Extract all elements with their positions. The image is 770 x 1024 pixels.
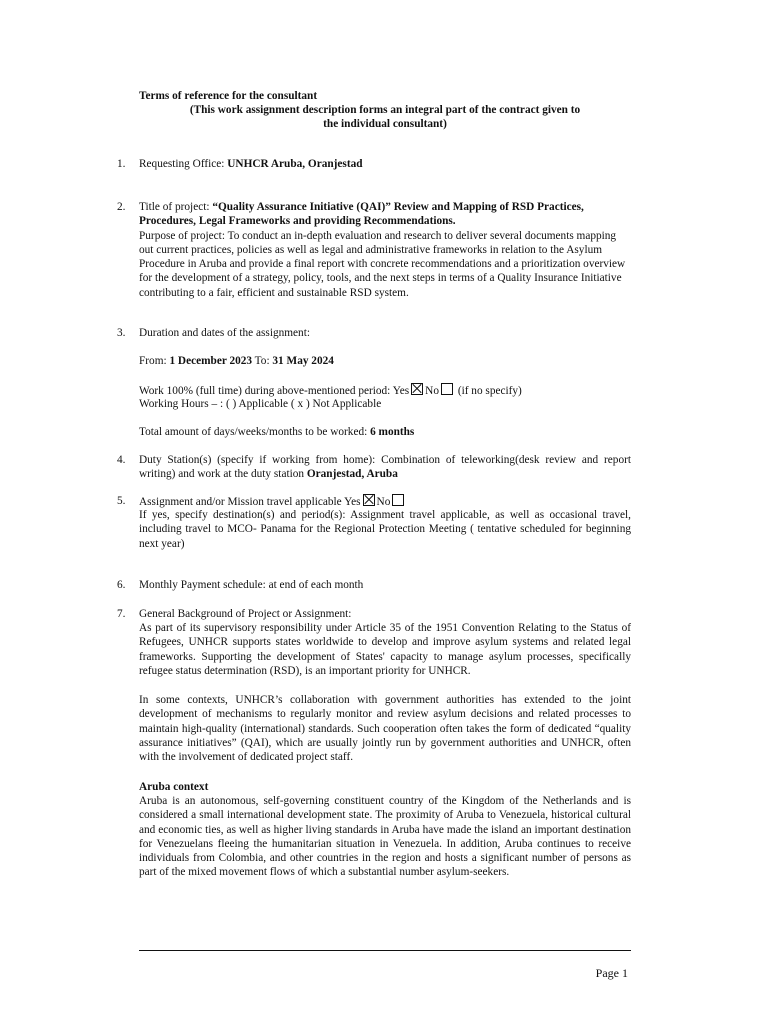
project-title-value: “Quality Assurance Initiative (QAI)” Review and Mapping of RSD Practices, Procedures, Legal Frameworks and providing Recommendations. — [139, 201, 584, 228]
total-duration-label: Total amount of days/weeks/months to be worked: — [139, 426, 371, 438]
item-5-number: 5. — [117, 495, 126, 507]
project-purpose: Purpose of project: To conduct an in-depth evaluation and research to deliver several documents mapping out current practices, policies as well as legal and administrative frameworks in relation to the Asylum Procedure in Aruba and provide a final report with concrete recommendations and a prioritization overview for the development of a strategy, policy, tools, and the next steps in terms of a Quality Insurance Initiative contributing to a fair, efficient and sustainable RSD system. — [139, 229, 626, 299]
requesting-office-value: UNHCR Aruba, Oranjestad — [227, 158, 363, 170]
work-time-line — [139, 383, 631, 398]
duty-station-value: Oranjestad, Aruba — [306, 468, 398, 481]
travel-text: Assignment and/or Mission travel applicable Yes — [139, 496, 361, 508]
item-3-duration-label: Duration and dates of the assignment: — [139, 327, 310, 339]
item-6-number: 6. — [117, 579, 126, 591]
work-time-text: Work 100% (full time) during above-mentioned period: Yes — [139, 385, 410, 397]
aruba-context-heading: Aruba context — [139, 781, 209, 793]
total-duration-value: 6 months — [370, 426, 415, 438]
assignment-dates — [139, 354, 631, 368]
from-date: 1 December 2023 — [169, 355, 253, 367]
to-date: 31 May 2024 — [272, 355, 334, 367]
requesting-office-label: Requesting Office: — [139, 158, 228, 170]
document-note-line2: the individual consultant) — [323, 118, 447, 130]
item-7-number: 7. — [117, 608, 126, 620]
working-hours-line: Working Hours – : ( ) Applicable ( x ) Not Applicable — [139, 398, 382, 410]
item-1-requesting-office — [139, 157, 631, 171]
background-paragraph-1: As part of its supervisory responsibility under Article 35 of the 1951 Convention Relating to the Status of Refugees, UNHCR supports states worldwide to develop and improve asylum systems and related legal frameworks. Supporting the development of States' capacity to manage asylum processes, specifically refugee status determination (RSD), is an important priority for UNHCR. — [139, 622, 631, 677]
travel-detail: If yes, specify destination(s) and period(s): Assignment travel applicable, as well as occasional travel, including travel to MCO- Panama for the Regional Protection Meeting ( tentative scheduled for beginning next year) — [139, 509, 631, 550]
from-label: From: — [139, 355, 170, 367]
item-5-travel-line — [139, 494, 631, 509]
item-2-project — [139, 200, 631, 300]
total-duration-line — [139, 425, 631, 439]
duty-station-text: Duty Station(s) (specify if working from home): Combination of teleworking(desk review and report writing) and work at the duty station — [139, 454, 631, 481]
item-2-number: 2. — [117, 201, 126, 213]
travel-no-label: No — [376, 496, 391, 508]
project-title-label: Title of project: — [139, 201, 213, 213]
document-note-line1: (This work assignment description forms an integral part of the contract given to — [189, 104, 581, 116]
item-7-background-label: General Background of Project or Assignment: — [139, 608, 352, 620]
item-4-duty-station — [139, 453, 631, 482]
work-no-label: No — [425, 385, 439, 397]
item-1-number: 1. — [117, 158, 126, 170]
project-title — [139, 200, 631, 229]
footer-divider — [139, 950, 631, 951]
aruba-context-paragraph: Aruba is an autonomous, self-governing constituent country of the Kingdom of the Netherlands and is considered a small international development state. The proximity of Aruba to Venezuela, historical cultural and economic ties, as well as higher living standards in Aruba have made the island an important destination for Venezuelans fleeing the humanitarian situation in Venezuela. In addition, Aruba continues to receive individuals from Colombia, and other countries in the region and hosts a significant number of persons as part of the mixed movement flows of which a substantial number asylum-seekers. — [139, 795, 631, 879]
item-4-number: 4. — [117, 454, 126, 466]
to-label: To: — [252, 355, 273, 367]
travel-no-checkbox[interactable] — [392, 494, 404, 506]
travel-yes-checkbox[interactable] — [363, 494, 375, 506]
page-number: Page 1 — [595, 966, 628, 980]
work-yes-checkbox[interactable] — [411, 383, 423, 395]
work-if-no-text: (if no specify) — [457, 385, 522, 397]
item-3-number: 3. — [117, 327, 126, 339]
item-6-payment-schedule: Monthly Payment schedule: at end of each month — [139, 579, 364, 591]
background-paragraph-2: In some contexts, UNHCR’s collaboration with government authorities has extended to the joint development of mechanisms to regularly monitor and review asylum decisions and related processes to maintain high-quality (international) standards. Such cooperation often takes the form of dedicated “quality assurance initiatives” (QAI), which are usually jointly run by government authorities and UNHCR, often with the involvement of dedicated project staff. — [139, 694, 631, 764]
document-title: Terms of reference for the consultant — [139, 90, 318, 102]
work-no-checkbox[interactable] — [441, 383, 453, 395]
